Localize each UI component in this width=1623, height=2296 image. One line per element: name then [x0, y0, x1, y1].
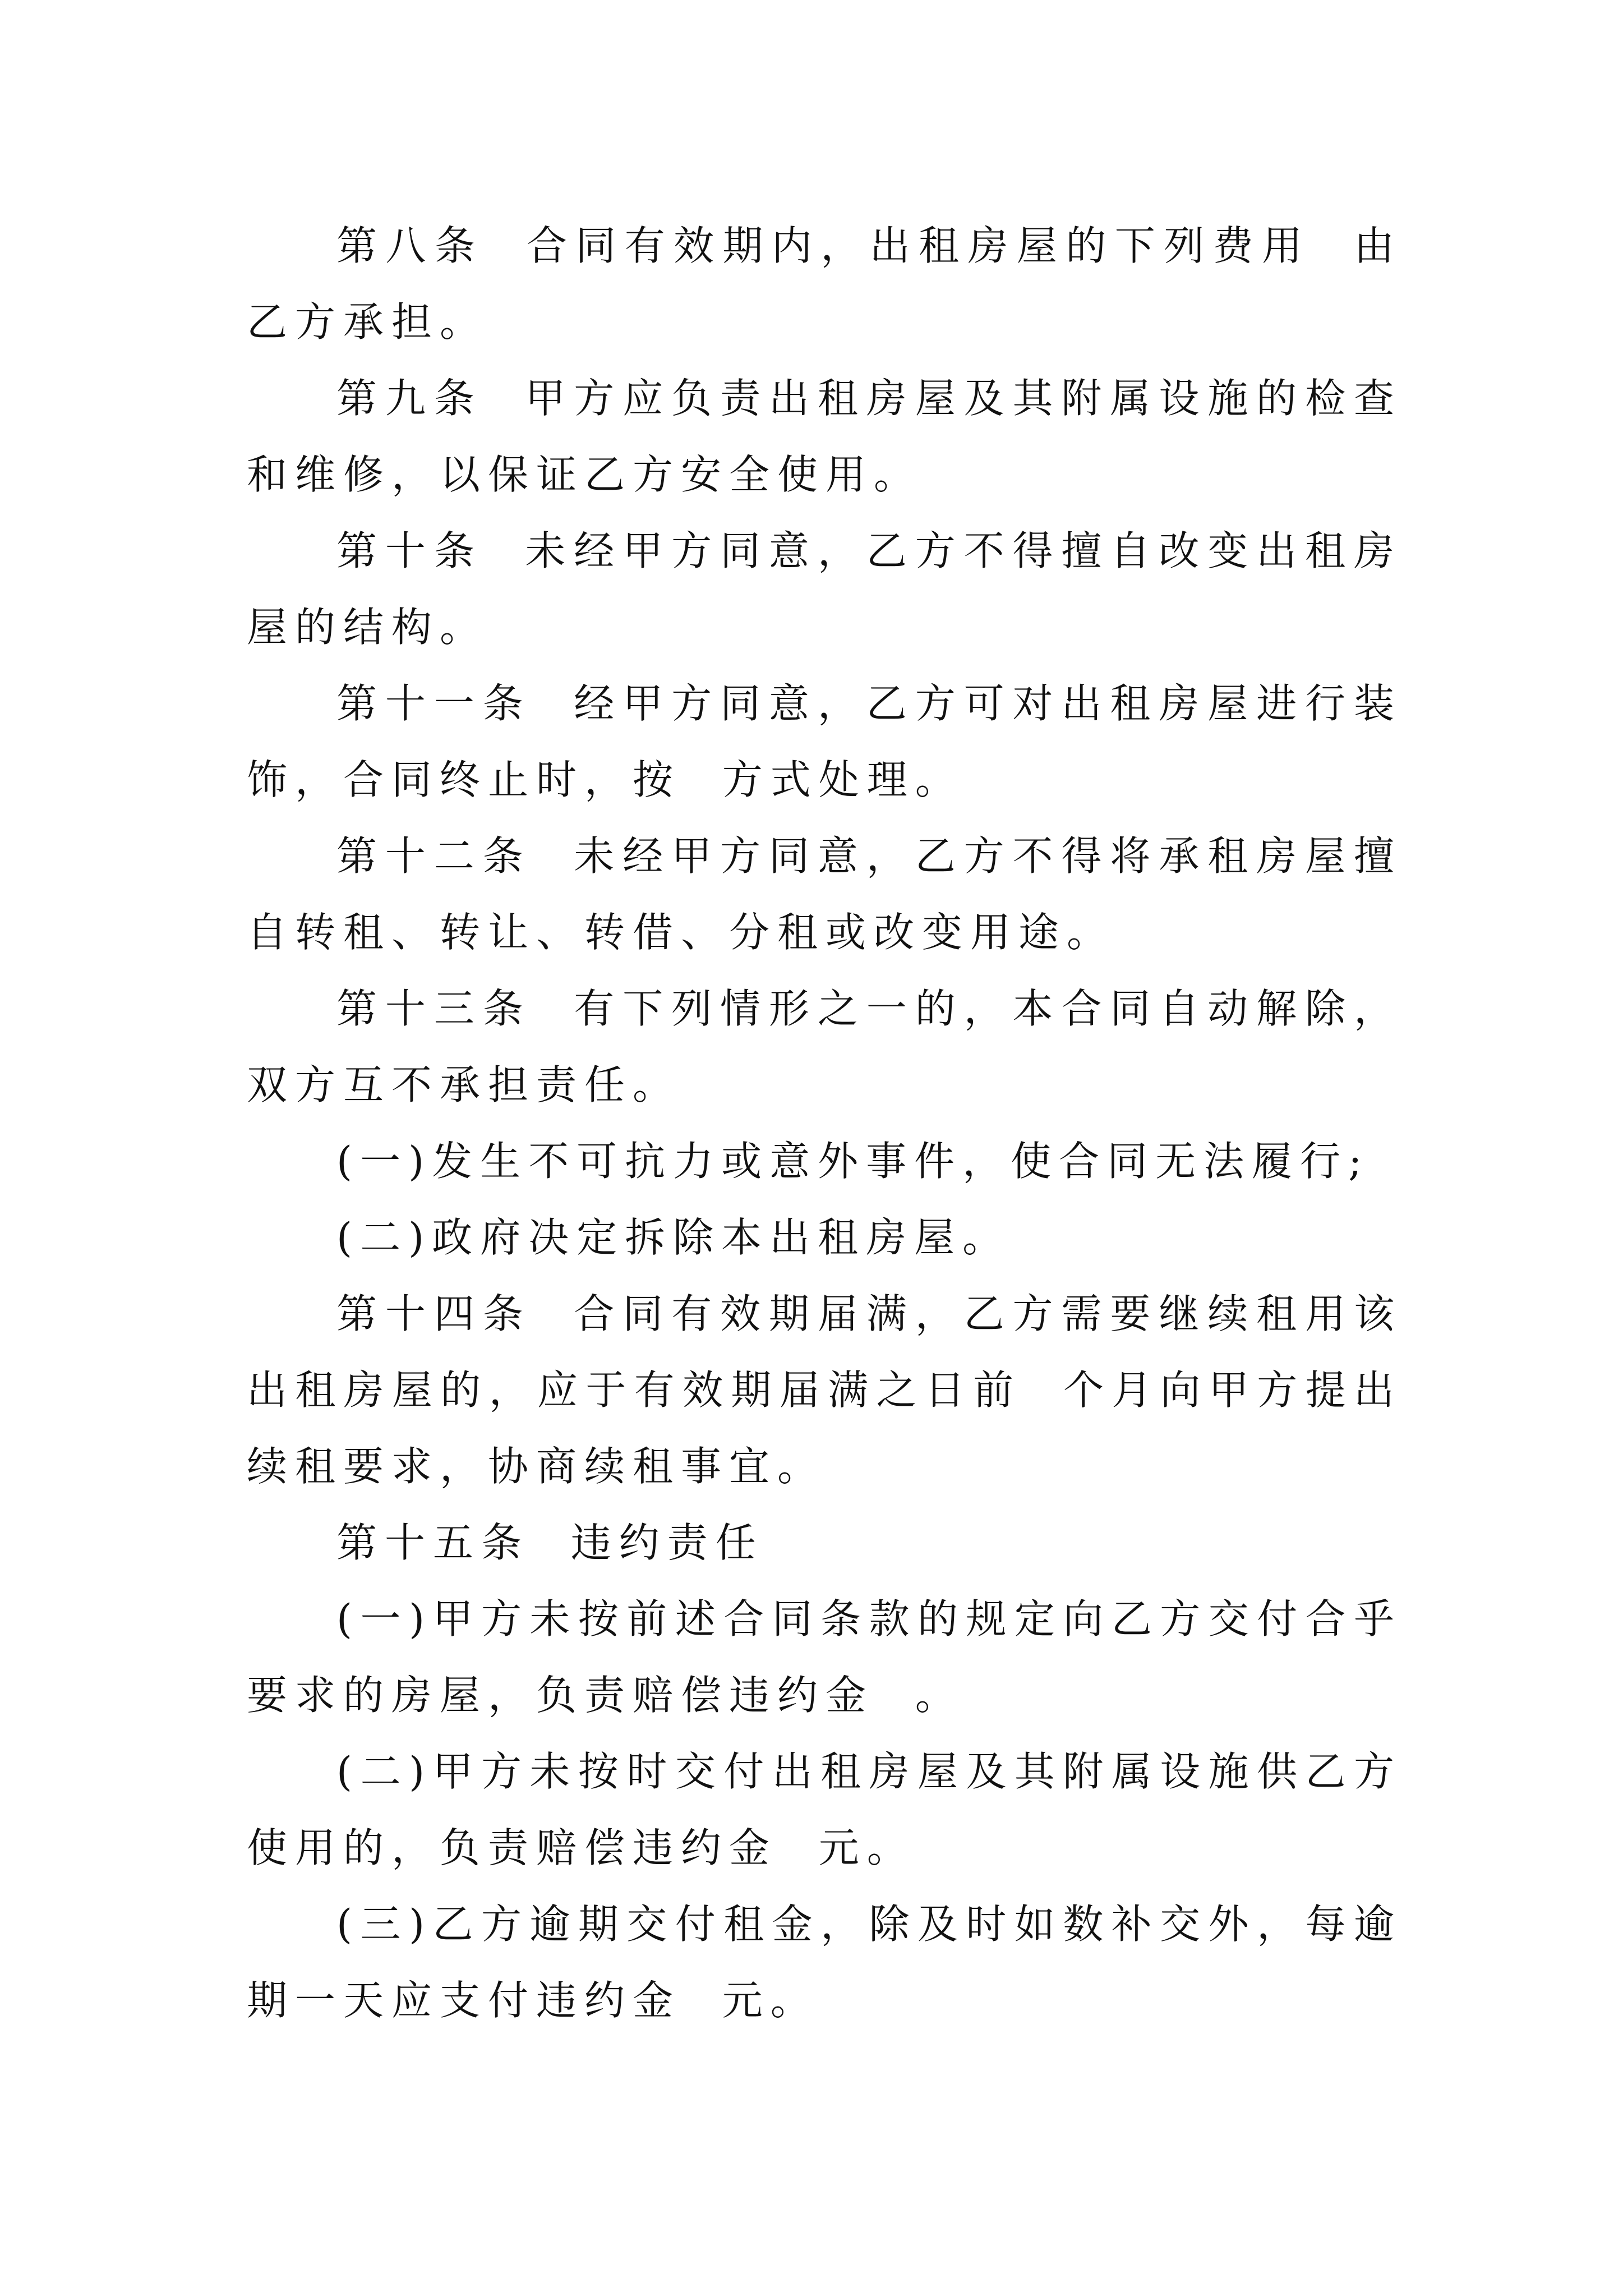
article-11-paragraph: 第十一条 经甲方同意，乙方可对出租房屋进行装饰，合同终止时，按 方式处理。 — [247, 680, 1402, 803]
article-8-paragraph: 第八条 合同有效期内，出租房屋的下列费用 由乙方承担。 — [247, 222, 1402, 346]
article-13-item-1: (一)发生不可抗力或意外事件，使合同无法履行; — [336, 1138, 1370, 1185]
contract-text-body — [247, 208, 1402, 2039]
article-15-item-3: (三)乙方逾期交付租金，除及时如数补交外，每逾期一天应支付违约金 元。 — [247, 1901, 1402, 2024]
article-13-item-2: (二)政府决定拆除本出租房屋。 — [336, 1214, 1011, 1261]
article-14-paragraph: 第十四条 合同有效期届满，乙方需要继续租用该出租房屋的，应于有效期届满之日前 个月向甲方提出续租要求，协商续租事宜。 — [247, 1290, 1402, 1490]
article-9-paragraph: 第九条 甲方应负责出租房屋及其附属设施的检查和维修，以保证乙方安全使用。 — [247, 375, 1402, 498]
article-13-paragraph: 第十三条 有下列情形之一的，本合同自动解除，双方互不承担责任。 — [247, 985, 1402, 1108]
article-10-paragraph: 第十条 未经甲方同意，乙方不得擅自改变出租房屋的结构。 — [247, 527, 1402, 651]
article-15-item-1: (一)甲方未按前述合同条款的规定向乙方交付合乎要求的房屋，负责赔偿违约金 。 — [247, 1595, 1402, 1719]
article-15-heading: 第十五条 违约责任 — [336, 1519, 764, 1566]
article-12-paragraph: 第十二条 未经甲方同意，乙方不得将承租房屋擅自转租、转让、转借、分租或改变用途。 — [247, 832, 1402, 956]
article-15-item-2: (二)甲方未按时交付出租房屋及其附属设施供乙方使用的，负责赔偿违约金 元。 — [247, 1748, 1402, 1871]
